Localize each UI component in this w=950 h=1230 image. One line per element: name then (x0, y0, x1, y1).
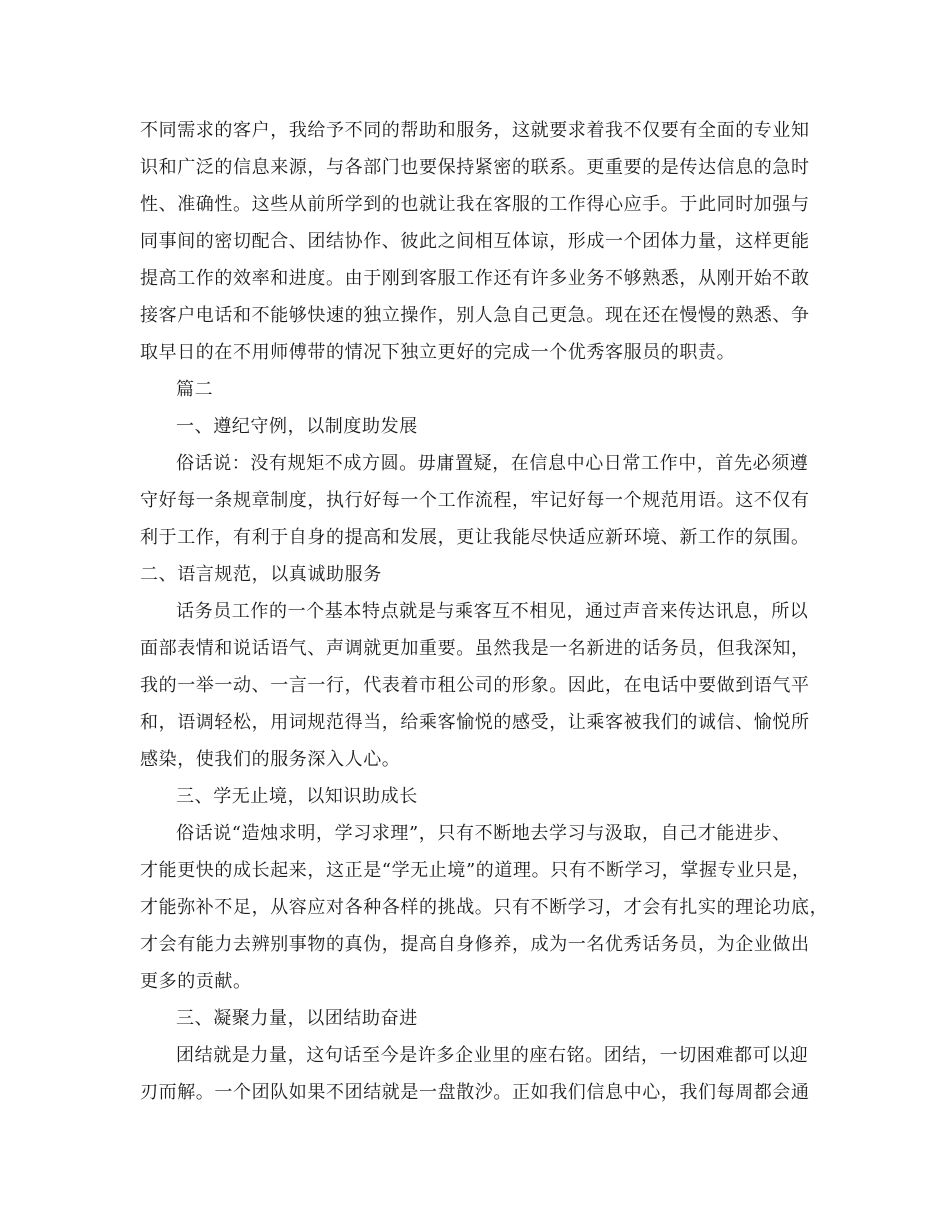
text-line: 更多的贡献。 (140, 971, 252, 992)
text-line: 团结就是力量，这句话至今是许多企业里的座右铭。团结，一切困难都可以迎 (176, 1045, 809, 1066)
text-line: 识和广泛的信息来源，与各部门也要保持紧密的联系。更重要的是传达信息的急时 (140, 157, 810, 178)
text-line: 和，语调轻松，用词规范得当，给乘客愉悦的感受，让乘客被我们的诚信、愉悦所 (140, 712, 810, 733)
text-line: 才能更快的成长起来，这正是“学无止境”的道理。只有不断学习，掌握专业只是， (140, 860, 811, 881)
text-line: 提高工作的效率和进度。由于刚到客服工作还有许多业务不够熟悉，从刚开始不敢 (140, 268, 810, 289)
text-line: 刃而解。一个团队如果不团结就是一盘散沙。正如我们信息中心，我们每周都会通 (140, 1082, 810, 1103)
text-line: 才能弥补不足，从容应对各种各样的挑战。只有不断学习，才会有扎实的理论功底， (140, 897, 829, 918)
text-line: 不同需求的客户，我给予不同的帮助和服务，这就要求着我不仅要有全面的专业知 (140, 120, 810, 141)
text-line: 我的一举一动、一言一行，代表着市租公司的形象。因此，在电话中要做到语气平 (140, 675, 810, 696)
section-heading: 二、语言规范，以真诚助服务 (140, 564, 382, 585)
text-line: 利于工作，有利于自身的提高和发展，更让我能尽快适应新环境、新工作的氛围。 (140, 527, 810, 548)
text-line: 取早日的在不用师傅带的情况下独立更好的完成一个优秀客服员的职责。 (140, 342, 736, 363)
text-line: 俗话说：没有规矩不成方圆。毋庸置疑，在信息中心日常工作中，首先必须遵 (176, 453, 809, 474)
text-line: 才会有能力去辨别事物的真伪，提高自身修养，成为一名优秀话务员，为企业做出 (140, 934, 810, 955)
text-line: 守好每一条规章制度，执行好每一个工作流程，牢记好每一个规范用语。这不仅有 (140, 490, 810, 511)
text-line: 俗话说“造烛求明，学习求理”，只有不断地去学习与汲取，自己才能进步、 (176, 823, 791, 844)
text-line: 话务员工作的一个基本特点就是与乘客互不相见，通过声音来传达讯息，所以 (176, 601, 809, 622)
text-line: 接客户电话和不能够快速的独立操作，别人急自己更急。现在还在慢慢的熟悉、争 (140, 305, 810, 326)
text-line: 感染，使我们的服务深入人心。 (140, 749, 401, 770)
document-body (140, 112, 830, 1111)
section-heading: 篇二 (176, 379, 214, 400)
section-heading: 一、遵纪守例，以制度助发展 (176, 416, 418, 437)
section-heading: 三、学无止境，以知识助成长 (176, 786, 418, 807)
text-line: 性、准确性。这些从前所学到的也就让我在客服的工作得心应手。于此同时加强与 (140, 194, 810, 215)
text-line: 同事间的密切配合、团结协作、彼此之间相互体谅，形成一个团体力量，这样更能 (140, 231, 810, 252)
text-line: 面部表情和说话语气、声调就更加重要。虽然我是一名新进的话务员，但我深知， (140, 638, 810, 659)
section-heading: 三、凝聚力量，以团结助奋进 (176, 1008, 418, 1029)
